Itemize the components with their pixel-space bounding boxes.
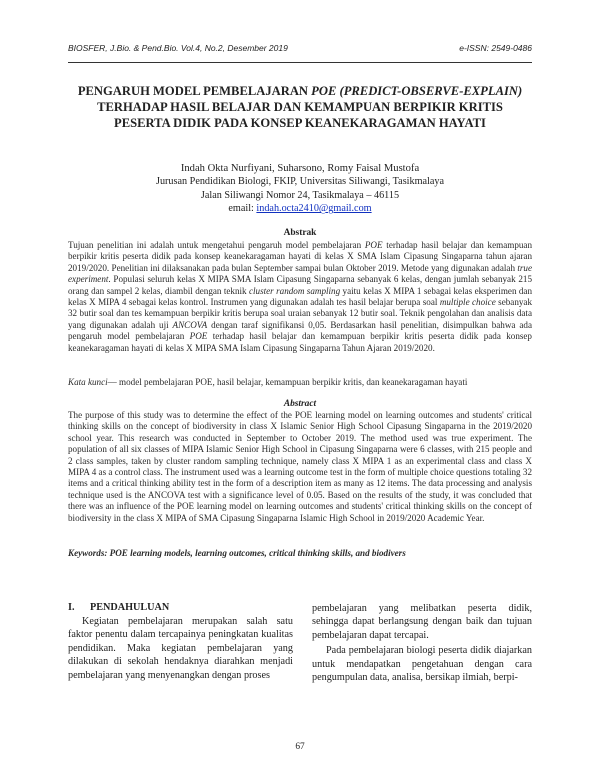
abstrak-text: terhadap hasil belajar dan kemampuan berpikir kritis peserta didik pada konsep keanekaragaman hayati di kelas X SMA Islam Cipasung Singaparna tahun ajaran 2019/2020. Penelitian ini dilaksanakan pada bulan September sampai bulan Oktober 2019. Metode yang digunakan adalah (68, 240, 532, 273)
email-label: email: (228, 203, 257, 215)
title-part-1: PENGARUH MODEL PEMBELAJARAN (77, 84, 312, 98)
title-part-3: TERHADAP HASIL BELAJAR DAN KEMAMPUAN BERPIKIR KRITIS PESERTA DIDIK PADA KONSEP KEANEKARAGAMAN HAYATI (97, 100, 503, 130)
abstrak-body (68, 240, 532, 354)
abstract-body: The purpose of this study was to determine the effect of the POE learning model on learning outcomes and students' critical thinking skills on the concept of biodiversity in class X Islamic Senior High School Cipasung Singaparna in the 2019/2020 school year. This research was conducted in September to October 2019. The method used was true experiment. The population of all six classes of MIPA Islamic Senior High School in Cipasung Singaparna were 6 classes, with 215 people and 2 class samples, taken by cluster random sampling technique, namely class X MIPA 1 as an experimental class and class X MIPA 4 as a control class. The instrument used was a learning outcome test in the form of multiple choice questions totaling 32 items and a critical thinking ability test in the form of a description item as many as 12 items. The data processing and analysis technique used is the ANCOVA test with a significance level of 0.05. Based on the results of the study, it was concluded that there was an influence of the POE learning model on learning outcomes and students' critical thinking skills on the concept of biodiversity in the class X MIPA of SMA Cipasung Singaparna Islamic High School in 2019/2020 Academic Year. (68, 410, 532, 523)
abstract-heading: Abstract (283, 399, 317, 409)
section-heading (68, 602, 169, 613)
running-header (68, 43, 532, 57)
abstrak-term: multiple choice (439, 297, 496, 308)
abstrak-text: yaitu kelas X MIPA 1 sebagai kelas eksperimen dan kelas X MIPA 4 sebagai kelas kontrol. Instrumen yang digunakan adalah tes hasil belajar berupa soal (68, 285, 533, 308)
body-column-left (68, 615, 293, 682)
abstrak-text: Tujuan penelitian ini adalah untuk mengetahui pengaruh model pembelajaran (68, 240, 365, 250)
abstrak-term: POE (189, 331, 208, 342)
abstrak-text: . Populasi seluruh kelas X MIPA SMA Islam Cipasung Singaparna sebanyak 6 kelas, dengan jumlah sebanyak 215 orang dan sampel 2 kelas, diambil dengan teknik (68, 274, 532, 296)
article-title (74, 83, 526, 131)
abstrak-text: sebanyak 32 butir soal dan tes kemampuan berpikir kritis berupa soal uraian sebanyak 12 butir soal. Teknik pengolahan dan analisis data yang digunakan adalah uji (68, 297, 533, 330)
author-address: Jalan Siliwangi Nomor 24, Tasikmalaya – 46115 (200, 189, 400, 201)
keywords-text: POE learning models, learning outcomes, critical thinking skills, and biodivers (107, 548, 406, 558)
kata-kunci (68, 377, 532, 388)
title-part-2: POE (PREDICT-OBSERVE-EXPLAIN) (311, 84, 523, 98)
keywords (68, 548, 532, 559)
abstrak-term: ANCOVA (172, 319, 208, 330)
abstrak-term: cluster random sampling (248, 285, 341, 296)
keywords-label: Keywords: (68, 548, 108, 558)
author-names: Indah Okta Nurfiyani, Suharsono, Romy Faisal Mustofa (180, 163, 420, 174)
author-email-line (74, 202, 526, 215)
abstrak-text: terhadap hasil belajar dan kemampuan berpikir kritis peserta didik pada konsep keanekaragaman hayati di kelas X MIPA SMA Islam Cipasung Singaparna Tahun Ajaran 2019/2020. (68, 331, 532, 353)
section-number: I. (68, 602, 75, 613)
abstrak-heading: Abstrak (283, 228, 317, 238)
abstrak-text: dengan taraf signifikansi 0,05. Berdasarkan hasil penelitian, disimpulkan bahwa ada pengaruh model pembelajaran (68, 319, 532, 342)
body-paragraph: pembelajaran yang melibatkan peserta didik, sehingga dapat berlangsung dengan baik dan tujuan pembelajaran dapat tercapai. (312, 603, 532, 641)
page-number: 67 (295, 742, 305, 752)
body-paragraph: Pada pembelajaran biologi peserta didik diajarkan untuk mendapatkan pengetahuan dengan cara pengumpulan data, analisa, bersikap ilmiah, berpi- (312, 645, 532, 684)
author-block (74, 162, 526, 216)
section-title: PENDAHULUAN (90, 602, 170, 613)
kata-kunci-text: — model pembelajaran POE, hasil belajar, kemampuan berpikir kritis, dan keanekaragaman hayati (107, 377, 468, 387)
abstrak-term: POE (364, 240, 383, 250)
issn: e-ISSN: 2549-0486 (459, 43, 532, 53)
abstrak-term: true experiment (68, 262, 532, 285)
body-paragraph: Kegiatan pembelajaran merupakan salah satu faktor penentu dalam tercapainya peningkatan kualitas pendidikan. Maka kegiatan pembelajaran yang dilakukan di sekolah hendaknya diarahkan menjadi pembelajaran yang menyenangkan dengan proses (68, 616, 293, 681)
journal-citation: BIOSFER, J.Bio. & Pend.Bio. Vol.4, No.2, Desember 2019 (68, 43, 288, 53)
author-affiliation: Jurusan Pendidikan Biologi, FKIP, Universitas Siliwangi, Tasikmalaya (155, 176, 444, 188)
email-link[interactable]: indah.octa2410@gmail.com (256, 203, 372, 215)
kata-kunci-label: Kata kunci (68, 377, 108, 387)
header-rule (68, 62, 532, 63)
body-column-right (312, 602, 532, 684)
